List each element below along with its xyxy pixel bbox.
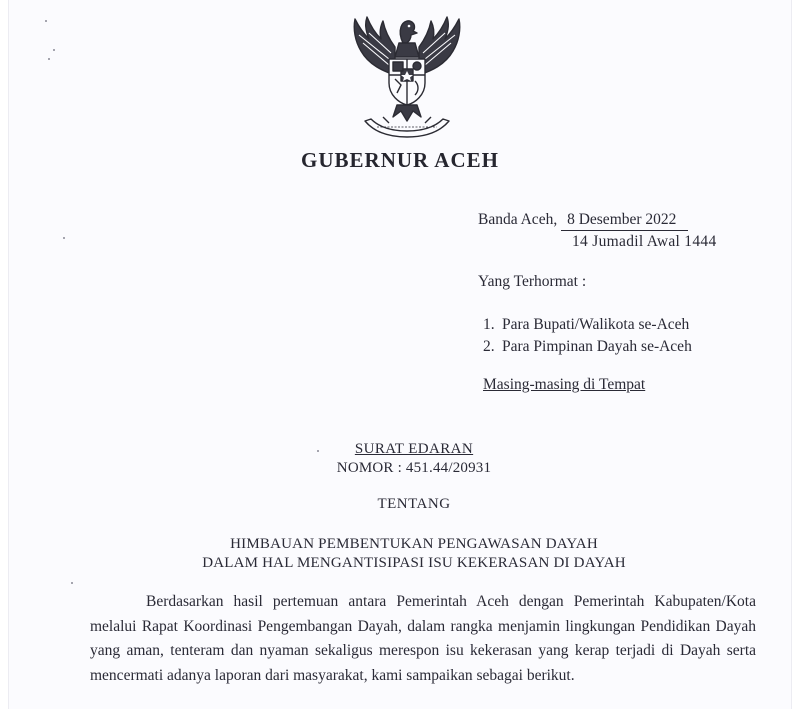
addressee-place: Masing-masing di Tempat: [483, 376, 646, 393]
circular-subject-line-2: DALAM HAL MENGANTISIPASI ISU KEKERASAN DI DAYAH: [202, 555, 626, 571]
dateline-hijri: 14 Jumadil Awal 1444: [572, 233, 717, 250]
scan-speck: [63, 237, 65, 239]
circular-title: SURAT EDARAN: [354, 441, 474, 457]
recipient-text: Para Pimpinan Dayah se-Aceh: [502, 338, 692, 355]
recipient-number: 2.: [483, 338, 495, 355]
circular-subject-line-1: HIMBAUAN PEMBENTUKAN PENGAWASAN DAYAH: [230, 536, 598, 552]
recipient-text: Para Bupati/Walikota se-Aceh: [502, 316, 690, 333]
dateline-place: Banda Aceh,: [478, 211, 558, 228]
list-item: [483, 336, 692, 358]
dateline-date: 8 Desember 2022: [561, 211, 688, 231]
body-paragraph: Berdasarkan hasil pertemuan antara Pemerintah Aceh dengan Pemerintah Kabupaten/Kota melalui Rapat Koordinasi Pengembangan Dayah, dalam rangka menjamin lingkungan Pendidikan Dayah yang aman, tenteram dan nyaman sekaligus merespon isu kekerasan yang kerap terjadi di Dayah serta mencermati adanya laporan dari masyarakat, kami sampaikan sebagai berikut.: [90, 593, 756, 684]
scan-speck: [71, 582, 73, 584]
recipient-number: 1.: [483, 316, 495, 333]
scan-speck: [48, 58, 50, 60]
letterhead-title: GUBERNUR ACEH: [301, 148, 499, 172]
circular-about-label: TENTANG: [377, 496, 451, 512]
garuda-emblem-icon: [343, 13, 471, 141]
recipient-list: [483, 314, 692, 358]
list-item: [483, 314, 692, 336]
salutation: Yang Terhormat :: [478, 273, 587, 290]
scan-speck: [53, 49, 55, 51]
scan-speck: [45, 20, 47, 22]
dateline: [478, 211, 688, 231]
circular-number: NOMOR : 451.44/20931: [336, 460, 492, 476]
